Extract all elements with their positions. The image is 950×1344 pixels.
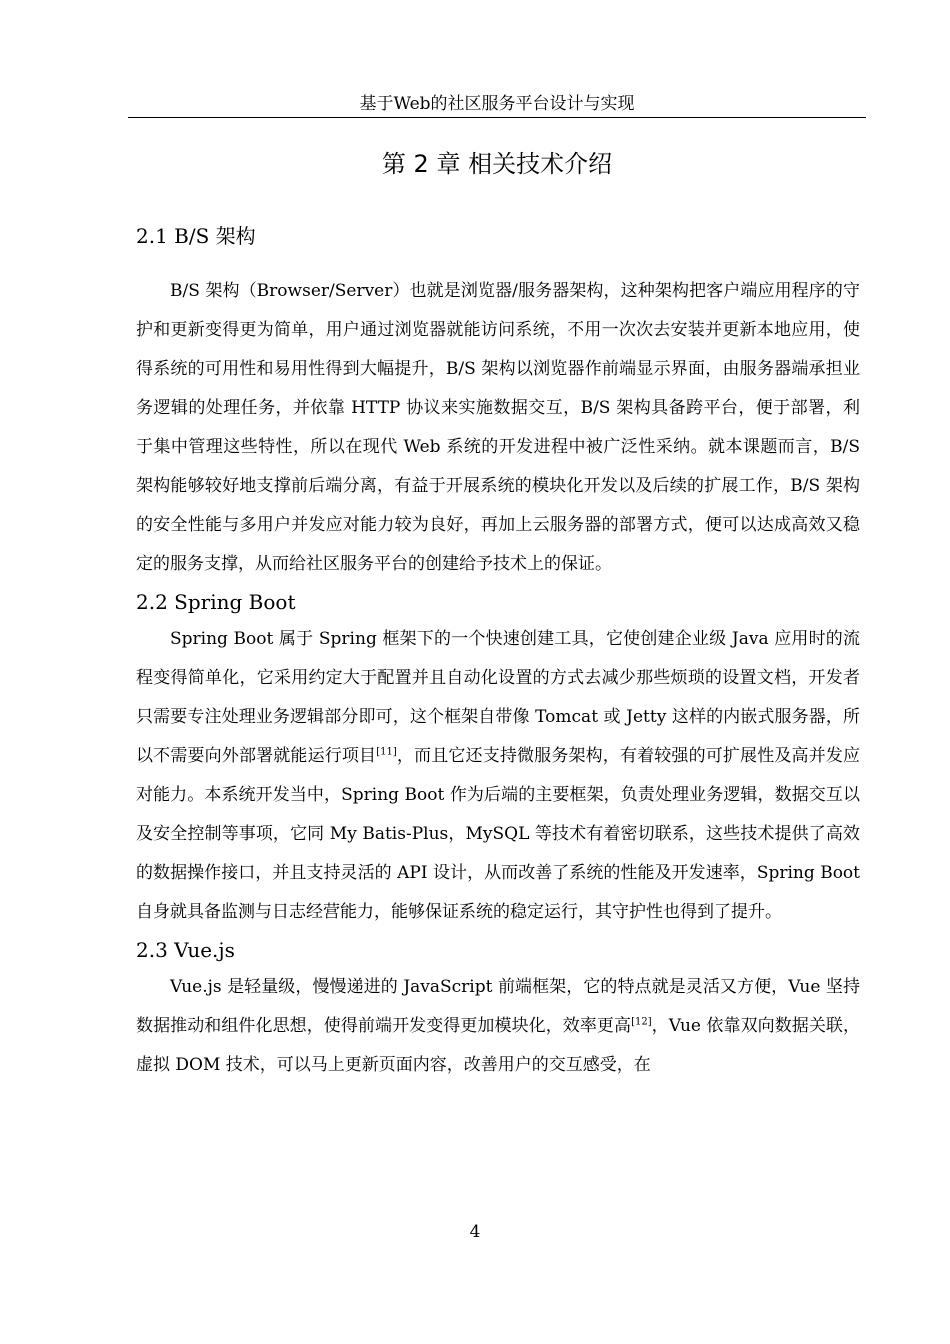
section-heading-2-3: 2.3 Vue.js	[136, 938, 235, 962]
paragraph-vuejs-part-b: ，Vue 依靠双向数据关联，虚拟 DOM 技术，可以马上更新页面内容，改善用户的交互感受，在	[136, 1016, 860, 1075]
citation-12: [12]	[631, 1016, 652, 1028]
page-number: 4	[469, 1222, 481, 1242]
section-heading-2-2: 2.2 Spring Boot	[136, 590, 296, 614]
running-header: 基于Web的社区服务平台设计与实现	[359, 94, 635, 114]
paragraph-spring-boot-part-b: ，而且它还支持微服务架构，有着较强的可扩展性及高并发应对能力。本系统开发当中，Spring Boot 作为后端的主要框架，负责处理业务逻辑，数据交互以及安全控制等事项，它同 My Batis-Plus，MySQL 等技术有着密切联系，这些技术提供了高效的数据操作接口，并且支持灵活的 API 设计，从而改善了系统的性能及开发速率，Spring Boot 自身就具备监测与日志经营能力，能够保证系统的稳定运行，其守护性也得到了提升。	[136, 746, 861, 922]
paragraph-vuejs	[136, 968, 860, 1085]
paragraph-spring-boot-part-a: Spring Boot 属于 Spring 框架下的一个快速创建工具，它使创建企业级 Java 应用时的流程变得简单化，它采用约定大于配置并且自动化设置的方式去减少那些烦琐的设置文档，开发者只需要专注处理业务逻辑部分即可，这个框架自带像 Tomcat 或 Jetty 这样的内嵌式服务器，所以不需要向外部署就能运行项目	[136, 629, 860, 766]
citation-11: [11]	[376, 746, 397, 758]
paragraph-bs-architecture: B/S 架构（Browser/Server）也就是浏览器/服务器架构，这种架构把客户端应用程序的守护和更新变得更为简单，用户通过浏览器就能访问系统，不用一次次去安装并更新本地应用，使得系统的可用性和易用性得到大幅提升，B/S 架构以浏览器作前端显示界面，由服务器端承担业务逻辑的处理任务，并依靠 HTTP 协议来实施数据交互，B/S 架构具备跨平台，便于部署，利于集中管理这些特性，所以在现代 Web 系统的开发进程中被广泛性采纳。就本课题而言，B/S 架构能够较好地支撑前后端分离，有益于开展系统的模块化开发以及后续的扩展工作，B/S 架构的安全性能与多用户并发应对能力较为良好，再加上云服务器的部署方式，便可以达成高效又稳定的服务支撑，从而给社区服务平台的创建给予技术上的保证。	[136, 281, 860, 574]
chapter-title: 第 2 章 相关技术介绍	[381, 150, 613, 178]
section-heading-2-1: 2.1 B/S 架构	[136, 224, 256, 248]
paragraph-spring-boot	[136, 620, 860, 932]
paragraph-vuejs-part-a: Vue.js 是轻量级，慢慢递进的 JavaScript 前端框架，它的特点就是灵活又方便，Vue 坚持数据推动和组件化思想，使得前端开发变得更加模块化，效率更高	[136, 977, 860, 1036]
page-body	[136, 218, 860, 1085]
header-rule	[128, 117, 866, 118]
